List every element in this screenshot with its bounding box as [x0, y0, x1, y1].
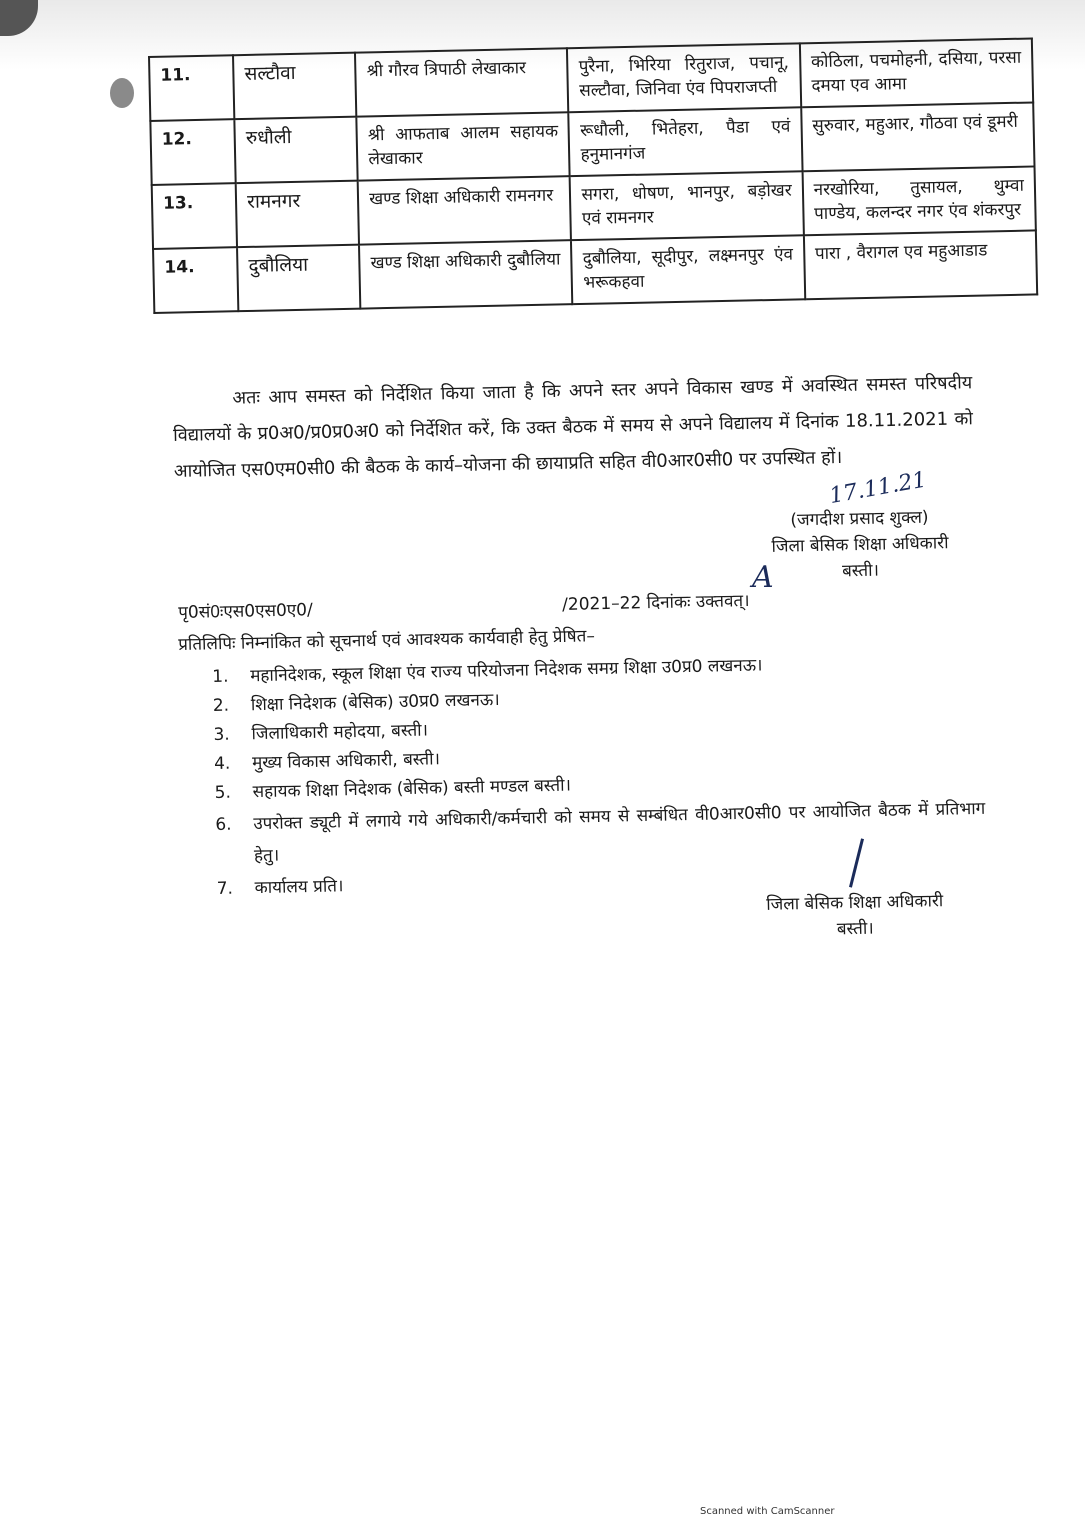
list-item-text: महानिदेशक, स्कूल शिक्षा एंव राज्य परियोजना निदेशक समग्र शिक्षा उ0प्र0 लखनऊ।	[250, 655, 763, 687]
officer-name: श्री गौरव त्रिपाठी लेखाकार	[355, 48, 569, 116]
list-item-number: 6.	[215, 814, 232, 835]
row-number: 11.	[149, 55, 234, 121]
reference-number: पृ0सं0ःएस0एस0ए0/	[178, 600, 313, 623]
handwritten-signature: 17.11.21	[827, 467, 929, 510]
signature-block	[744, 504, 976, 587]
copy-heading: प्रतिलिपिः निम्नांकित को सूचनार्थ एवं आवश्यक कार्यवाही हेतु प्रेषित–	[178, 626, 596, 655]
allocation-table	[148, 37, 1038, 313]
row-number: 13.	[152, 183, 237, 249]
list-item	[215, 793, 986, 873]
villages-group-1: पुरैना, भिरिया रितुराज, पचानू, सल्टौवा, जिनिवा एंव पिपराजप्ती	[567, 43, 801, 112]
instruction-paragraph: अतः आप समस्त को निर्देशित किया जाता है कि अपने स्तर अपने विकास खण्ड में अवस्थित समस्त परिषदीय विद्यालयों के प्र0अ0/प्र0प्र0अ0 को निर्देशित करें, कि उक्त बैठक में समय से अपने विद्यालय में दिनांक 18.11.2021 को आयोजित एस0एम0सी0 की बैठक के कार्य–योजना की छायाप्रति सहित वी0आर0सी0 पर उपस्थित हों।	[172, 372, 974, 482]
list-item-text: शिक्षा निदेशक (बेसिक) उ0प्र0 लखनऊ।	[250, 689, 500, 716]
reference-line	[178, 587, 818, 623]
signatory-designation: जिला बेसिक शिक्षा अधिकारी	[771, 533, 949, 557]
officer-name: खण्ड शिक्षा अधिकारी रामनगर	[358, 176, 572, 244]
list-item-text: जिलाधिकारी महोदया, बस्ती।	[251, 720, 429, 745]
list-item-text: मुख्य विकास अधिकारी, बस्ती।	[251, 749, 441, 774]
signatory-designation-2: जिला बेसिक शिक्षा अधिकारी	[766, 891, 944, 915]
scanner-footer: Scanned with CamScanner	[700, 1506, 835, 1517]
row-number: 12.	[150, 119, 235, 185]
block-name: सल्टौवा	[233, 53, 356, 120]
list-item-number: 4.	[213, 753, 231, 774]
list-item-number: 2.	[212, 695, 230, 716]
copy-recipient-list	[212, 648, 987, 905]
initial-mark-icon: A	[752, 560, 774, 595]
block-name: रामनगर	[236, 181, 359, 248]
list-item-text: उपरोक्त ड्यूटी में लगाये गये अधिकारी/कर्मचारी को समय से सम्बंधित वी0आर0सी0 पर आयोजित बैठक में प्रतिभाग हेतु।	[253, 798, 986, 867]
officer-name: श्री आफताब आलम सहायक लेखाकार	[357, 112, 571, 180]
signatory-name: (जगदीश प्रसाद शुक्ल)	[790, 507, 929, 531]
villages-group-2: सुरुवार, महुआर, गौठवा एवं डूमरी	[801, 102, 1035, 171]
signatory-place-2: बस्ती।	[836, 918, 874, 940]
list-item-text: सहायक शिक्षा निदेशक (बेसिक) बस्ती मण्डल बस्ती।	[252, 775, 572, 803]
signature-block-2	[739, 888, 970, 945]
reference-date: /2021–22 दिनांकः उक्तवत्।	[561, 591, 750, 615]
allocation-table-body	[149, 38, 1037, 312]
villages-group-2: नरखोरिया, तुसायल, थुम्वा पाण्डेय, कलन्दर नगर एंव शंकरपुर	[802, 166, 1036, 235]
villages-group-2: कोठिला, पचमोहनी, दसिया, परसा दमया एव आमा	[800, 38, 1034, 107]
list-item-number: 3.	[213, 724, 230, 745]
villages-group-2: पारा , वैरागल एव महुआडाड	[804, 230, 1038, 299]
list-item-text: कार्यालय प्रति।	[254, 876, 344, 899]
signatory-place: बस्ती।	[841, 560, 880, 582]
list-item-number: 5.	[214, 782, 232, 803]
villages-group-1: रूधौली, भितेहरा, पैडा एवं हनुमानगंज	[569, 107, 803, 176]
villages-group-1: दुबौलिया, सूदीपुर, लक्ष्मनपुर एंव भरूकहवा	[571, 235, 805, 304]
block-name: रुधौली	[234, 117, 357, 184]
list-item-number: 1.	[212, 666, 229, 687]
punch-hole	[110, 78, 134, 108]
block-name: दुबौलिया	[237, 245, 360, 312]
officer-name: खण्ड शिक्षा अधिकारी दुबौलिया	[359, 240, 573, 308]
list-item-number: 7.	[216, 878, 234, 899]
row-number: 14.	[153, 247, 238, 313]
villages-group-1: सगरा, धोषण, भानपुर, बड़ोखर एवं रामनगर	[570, 171, 804, 240]
